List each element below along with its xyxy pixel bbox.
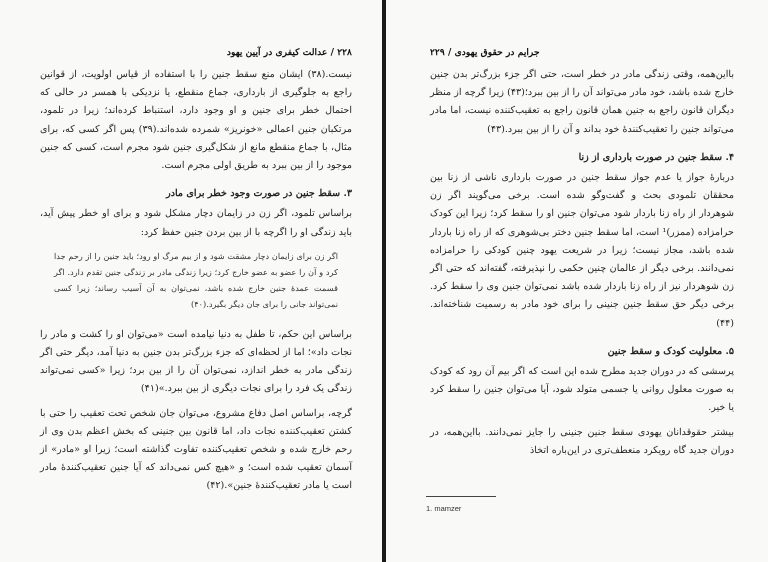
left-paragraph-4: گرچه، براساس اصل دفاع مشروع، می‌توان جان شخص تحت تعقیب را حتی با کشتن تعقیب‌کننده نجات داد، اما قانون بین جنینی که بخش اعظم بدن وی از رحم خارج شده و شخص تعقیب‌کننده تفاوت گذاشته است؛ زیرا او «مادر» از آسمان تعقیب شده است؛ و «هیچ کس نمی‌داند که آیا جنین تعقیب‌کنندهٔ مادر است یا مادر تعقیب‌کنندهٔ جنین».(۴۲) — [40, 407, 352, 492]
right-section-heading-5: ۵. معلولیت کودک و سقط جنین — [607, 345, 734, 357]
left-page-text — [40, 46, 352, 502]
left-running-head: ۲۲۸ / عدالت کیفری در آیین یهود — [226, 47, 352, 58]
right-section-heading-4: ۴. سقط جنین در صورت بارداری از زنا — [578, 151, 734, 163]
footnote-rule — [426, 496, 496, 497]
left-paragraph-2: براساس تلمود، اگر زن در زایمان دچار مشکل شود و برای او خطر پیش آید، باید زندگی او را اگرچه با از بین بردن جنین حفظ کرد: — [40, 208, 352, 238]
right-paragraph-2: دربارهٔ جواز یا عدم جواز سقط جنین در صورت بارداری ناشی از زنا بین محققان تلمودی بحث و گفت‌وگو شده است. برخی می‌گویند اگر زن شوهردار از راه زنا باردار شود می‌توان جنین او را سقط کرد؛ زیرا این کودک حرامزاده (ممزر)¹ است، اما سقط جنین دختر بی‌شوهری که از راه زنا باردار شده باشد، مجاز نیست؛ زیرا در شریعت یهود چنین کودکی را حرامزاده نمی‌دانند. برخی دیگر از عالمان چنین حکمی را نپذیرفته، گفته‌اند که حتی اگر زن شوهردار نیز از راه زنا باردار شده باشد نمی‌توان جنین وی را سقط کرد. برخی دیگر حق سقط جنین جنینی را برای خود مادر به رسمیت شناخته‌اند.(۴۴) — [430, 172, 734, 329]
right-page — [386, 0, 768, 562]
left-page — [0, 0, 382, 562]
left-section-heading: ۳. سقط جنین در صورت وجود خطر برای مادر — [166, 188, 352, 200]
left-paragraph-1: نیست.(۳۸) ایشان منع سقط جنین را با استفاده از قیاس اولویت، از قوانین راجع به جلوگیری از بارداری، جماع منقطع، یا نزدیکی با همسر در حالی که احتمال خطر برای جنین و او وجود دارد، استنباط کرده‌اند؛ زیرا در تلمود، مرتکبان جنین اعمالی «خونریز» شمرده شده‌اند.(۳۹) پس اگر کسی که، برای مثال، با جماع منقطع مانع از شکل‌گیری جنین شود مجرم است، کسی که جنین موجود را از بین ببرد به طریق اولی مجرم است. — [40, 69, 352, 172]
footnote: 1. mamzer — [426, 504, 462, 513]
left-paragraph-3: براساس این حکم، تا طفل به دنیا نیامده است «می‌توان او را کشت و مادر را نجات داد»؛ اما از لحظه‌ای که جزء بزرگ‌تر بدن جنین به دنیا آمد، دیگر حتی اگر زندگی مادر به خطر اندازد، نمی‌توان آن را از بین برد؛ زیرا «کسی نمی‌تواند زندگی یک فرد را برای نجات دیگری از بین ببرد.»(۴۱) — [40, 328, 352, 395]
right-paragraph-4: بیشتر حقوقدانان یهودی سقط جنین جنینی را جایز نمی‌دانند. بااین‌همه، در دوران جدید گاه رویکرد منعطف‌تری در این‌باره اتخاذ — [430, 426, 734, 456]
right-paragraph-1: بااین‌همه، وقتی زندگی مادر در خطر است، حتی اگر جزء بزرگ‌تر بدن جنین خارج شده باشد، خود مادر می‌تواند آن را از بین ببرد؛(۴۳) زیرا گرچه از منظر دیگران قانون راجع به جنین همان قانون راجع به تعقیب‌کننده نیست، اما مادر می‌تواند جنین را تعقیب‌کنندهٔ خود بداند و آن را از بین ببرد.(۴۳) — [430, 69, 734, 135]
left-block-quote: اگر زن برای زایمان دچار مشقت شود و از بیم مرگ او رود؛ باید جنین را از رحم جدا کرد و آن را عضو به عضو خارج کرد؛ زیرا زندگی مادر بر زندگی جنین تقدم دارد. اگر قسمت عمدهٔ جنین خارج شده باشد، نمی‌توان به آن آسیب رساند؛ زیرا کسی نمی‌تواند جانی را برای جان دیگر بگیرد.(۴۰) — [54, 250, 338, 309]
right-page-text — [430, 46, 734, 466]
right-running-head: جرایم در حقوق یهودی / ۲۲۹ — [430, 47, 540, 58]
right-paragraph-3: پرسشی که در دوران جدید مطرح شده این است که اگر بیم آن رود که کودک به صورت معلول روانی یا جسمی متولد شود، آیا می‌توان جنین را سقط کرد یا خیر. — [430, 366, 734, 414]
